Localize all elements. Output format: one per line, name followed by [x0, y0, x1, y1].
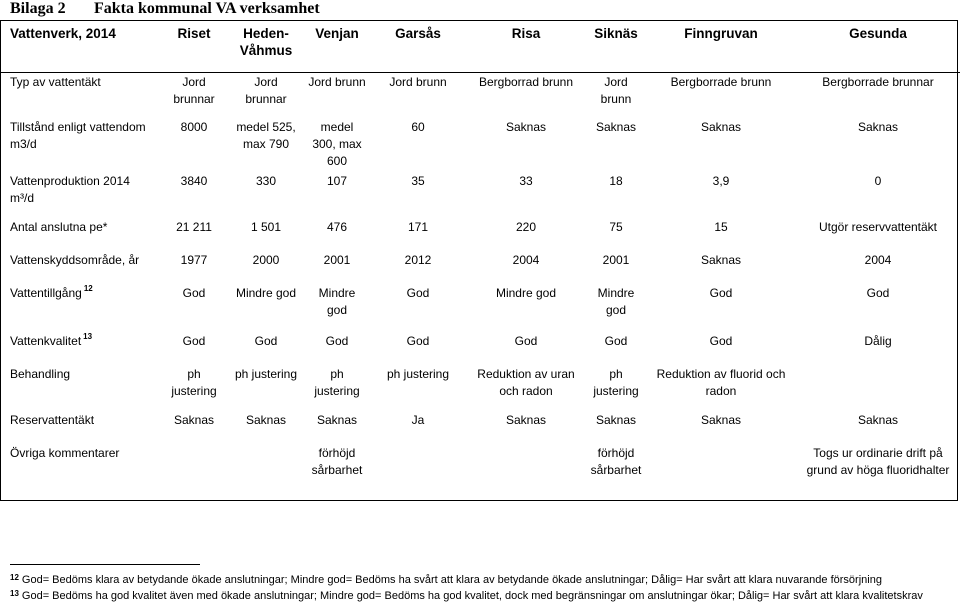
header-cell: Siknäs [594, 26, 638, 41]
table-cell: 2004 [864, 253, 892, 267]
row-label [0, 444, 160, 492]
table-cell: ph justering [386, 367, 450, 381]
table-cell: 2001 [602, 253, 630, 267]
table-row [0, 411, 960, 444]
header-row [0, 20, 960, 72]
table-cell: 15 [714, 220, 728, 234]
header-cell: Riset [177, 26, 211, 41]
table-cell: 2001 [323, 253, 351, 267]
table-cell: Saknas [595, 413, 637, 427]
table-cell: förhöjd sårbarhet [311, 446, 363, 477]
row-label [0, 411, 160, 444]
table-cell: 3840 [180, 174, 208, 188]
table-cell: Saknas [700, 253, 742, 267]
table-cell: Saknas [505, 413, 547, 427]
header-cell: Finngruvan [684, 26, 758, 41]
row-label-text: Övriga kommentarer [10, 446, 120, 460]
row-label-text: Reservattentäkt [10, 413, 95, 427]
table-cell: 220 [515, 220, 537, 234]
table-cell: God [709, 286, 733, 300]
table-cell: 171 [407, 220, 429, 234]
table-cell: 2000 [252, 253, 280, 267]
footnote-13 [10, 590, 923, 603]
table-cell: God [406, 334, 430, 348]
row-label-text: Behandling [10, 367, 71, 381]
header-cell: Gesunda [849, 26, 907, 41]
table-cell: ph justering [593, 367, 639, 398]
table-cell: God [604, 334, 628, 348]
footnote-text: God= Bedöms klara av betydande ökade anslutningar; Mindre god= Bedöms ha svårt att klara av betydande ökade anslutningar; Dålig= Har svårt att klara nuvarande försörjning [21, 574, 882, 586]
header-cell-label: Vattenverk, 2014 [10, 26, 116, 41]
table-row [0, 72, 960, 118]
row-label-text: Vattenkvalitet [10, 334, 82, 348]
table-cell: God [182, 334, 206, 348]
footnote-number: 13 [10, 589, 19, 598]
table-row [0, 118, 960, 172]
row-label [0, 218, 160, 251]
table-cell: Ja [411, 413, 425, 427]
table-cell: Bergborrade brunnar [822, 74, 934, 89]
table-cell: 2012 [404, 253, 432, 267]
table-cell: Jord brunnar [173, 74, 215, 106]
table-cell: ph justering [234, 367, 298, 381]
table-cell: ph justering [171, 367, 217, 398]
table-row [0, 332, 960, 365]
table-cell: Mindre god [235, 286, 297, 300]
table-cell: ph justering [314, 367, 360, 398]
table-cell: Reduktion av uran och radon [477, 367, 575, 398]
table-cell: 33 [519, 174, 533, 188]
footnote-number: 12 [10, 573, 19, 582]
table-cell: Saknas [857, 413, 899, 427]
footnote-ref: 12 [83, 284, 93, 293]
table-row [0, 444, 960, 492]
row-label [0, 72, 160, 118]
table-cell: Saknas [173, 413, 215, 427]
row-label-text: Vattenskyddsområde, år [10, 253, 140, 267]
row-label [0, 284, 160, 332]
table-cell: Mindre god [495, 286, 557, 300]
row-label-text: Typ av vattentäkt [10, 74, 101, 89]
appendix-label: Bilaga 2 [10, 0, 66, 17]
table-cell: 330 [255, 174, 277, 188]
row-label-text: Vattenproduktion 2014 m³/d [10, 174, 130, 205]
header-cell: Risa [511, 26, 541, 41]
table-cell: Jord brunn [389, 74, 447, 89]
table-cell: Saknas [700, 120, 742, 134]
table-cell: medel 525, max 790 [236, 120, 296, 151]
header-cell: Venjan [315, 26, 359, 41]
table-row [0, 365, 960, 411]
table-cell: God [709, 334, 733, 348]
table-row [0, 172, 960, 218]
row-label-text: Vattentillgång [10, 286, 82, 300]
row-label [0, 118, 160, 172]
footnote-ref: 13 [83, 332, 93, 341]
table-cell: Reduktion av fluorid och radon [656, 367, 786, 398]
table-cell: Saknas [700, 413, 742, 427]
table-cell: 1 501 [250, 220, 282, 234]
table-cell: God [182, 286, 206, 300]
table-cell: 21 211 [176, 220, 212, 234]
table-cell: 2004 [512, 253, 540, 267]
table-row [0, 251, 960, 284]
table-cell [370, 444, 466, 492]
table-cell: Saknas [245, 413, 287, 427]
header-cell: Heden-Våhmus [239, 26, 293, 58]
table-cell [228, 444, 304, 492]
table-cell: Dålig [864, 334, 892, 348]
header-cell: Garsås [395, 26, 441, 41]
table-cell [466, 444, 586, 492]
table-cell: 1977 [180, 253, 208, 267]
table-cell: Utgör reservvattentäkt [818, 220, 938, 234]
table-cell: 60 [411, 120, 425, 134]
table-cell [160, 444, 228, 492]
row-label [0, 365, 160, 411]
table-cell [646, 444, 796, 492]
table-cell: 35 [411, 174, 425, 188]
table-cell: Jord brunnar [245, 74, 287, 106]
table-cell: God [514, 334, 538, 348]
table-cell: Togs ur ordinarie drift på grund av höga fluoridhalter [806, 446, 950, 477]
table-cell: Bergborrad brunn [478, 74, 574, 89]
row-label [0, 251, 160, 284]
table-cell: Bergborrade brunn [670, 74, 772, 89]
footnote-separator [10, 564, 200, 565]
table-cell: Saknas [857, 120, 899, 134]
table-cell: 0 [874, 174, 882, 188]
table-cell: Mindre god [318, 286, 356, 317]
footnote-12 [10, 574, 882, 587]
table-cell: 3,9 [712, 174, 730, 188]
table-cell: 107 [326, 174, 348, 188]
row-label [0, 172, 160, 218]
table-cell: Saknas [595, 120, 637, 134]
table-cell: 8000 [180, 120, 208, 134]
table-cell: Saknas [316, 413, 358, 427]
table-row [0, 284, 960, 332]
table-cell: God [866, 286, 890, 300]
table-cell: förhöjd sårbarhet [590, 446, 642, 477]
va-facts-table [0, 20, 960, 492]
table-cell [796, 365, 960, 411]
row-label-text: Tillstånd enligt vattendom m3/d [10, 120, 146, 151]
row-label [0, 332, 160, 365]
table-cell: 75 [609, 220, 623, 234]
table-cell: 476 [326, 220, 348, 234]
table-cell: God [325, 334, 349, 348]
table-cell: medel 300, max 600 [312, 120, 362, 168]
table-cell: God [254, 334, 278, 348]
table-cell: Mindre god [597, 286, 635, 317]
table-cell: God [406, 286, 430, 300]
table-cell: Saknas [505, 120, 547, 134]
document-title: Fakta kommunal VA verksamhet [94, 0, 320, 17]
table-cell: Jord brunn [308, 74, 366, 89]
table-cell: 18 [609, 174, 623, 188]
table-cell: Jord brunn [600, 74, 632, 106]
row-label-text: Antal anslutna pe* [10, 220, 108, 234]
footnote-text: God= Bedöms ha god kvalitet även med ökade anslutningar; Mindre god= Bedöms ha god kvalitet, dock med begränsningar om anslutningar ökar; Dålig= Har svårt att klara kvalitetskrav [21, 590, 923, 602]
table-row [0, 218, 960, 251]
